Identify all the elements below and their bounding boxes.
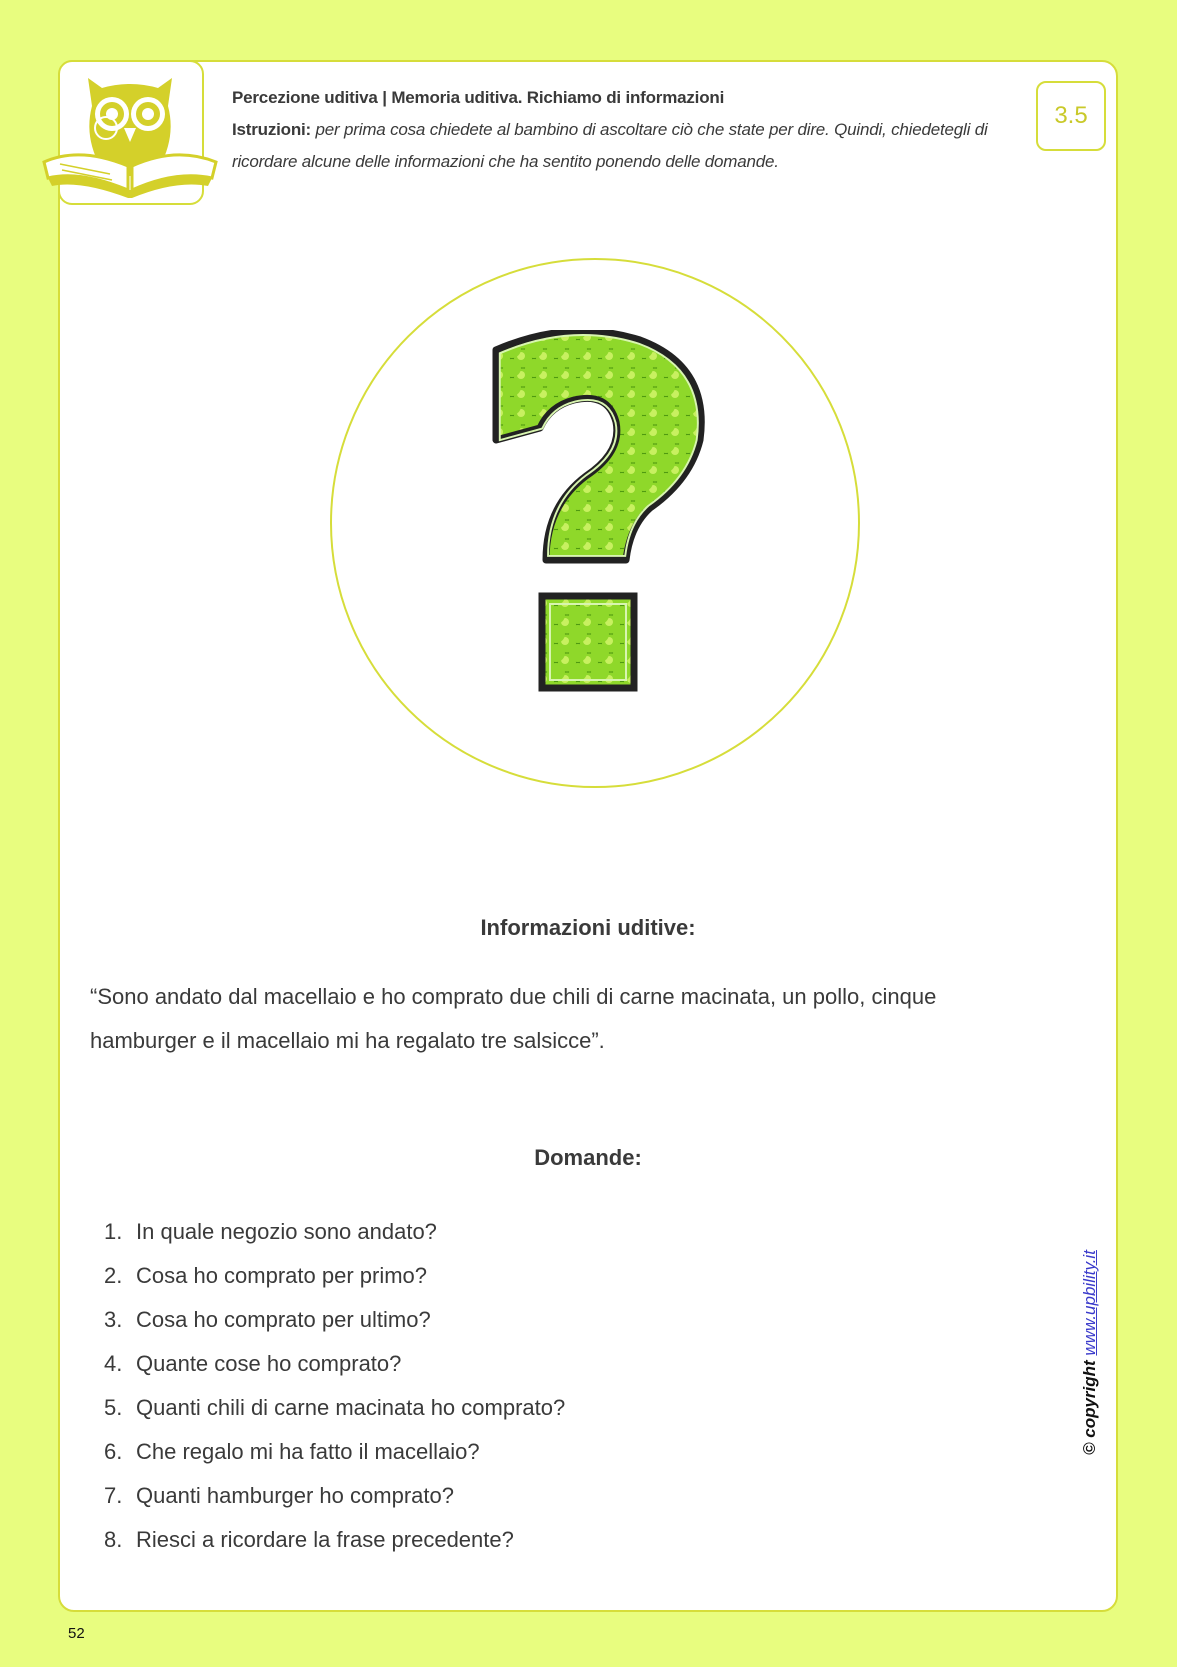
question-item: 4. Quante cose ho comprato?: [104, 1351, 402, 1376]
copyright-notice: [1080, 1250, 1100, 1455]
question-item: 3. Cosa ho comprato per ultimo?: [104, 1307, 431, 1332]
question-item: 1. In quale negozio sono andato?: [104, 1219, 437, 1244]
copyright-label: © copyright: [1080, 1360, 1099, 1455]
header-instructions: [232, 114, 1032, 178]
header-title: [232, 86, 1032, 110]
worksheet-header: [232, 86, 1032, 178]
question-item: 6. Che regalo mi ha fatto il macellaio?: [104, 1439, 480, 1464]
question-item: 2. Cosa ho comprato per primo?: [104, 1263, 428, 1288]
page-number: 52: [68, 1625, 85, 1642]
question-mark-icon: [490, 330, 720, 710]
instructions-text: per prima cosa chiedete al bambino di ascoltare ciò che state per dire. Quindi, chiedetegli di ricordare alcune delle informazioni che ha sentito ponendo delle domande.: [232, 120, 988, 171]
instructions-label: Istruzioni:: [232, 120, 312, 139]
exercise-code-badge: 3.5: [1036, 81, 1106, 151]
questions-list: [104, 1210, 565, 1562]
header-separator: |: [382, 88, 387, 107]
question-item: 7. Quanti hamburger ho comprato?: [104, 1483, 454, 1508]
question-item: 5. Quanti chili di carne macinata ho comprato?: [104, 1395, 566, 1420]
header-category: Percezione uditiva: [232, 88, 378, 107]
info-title: Informazioni uditive:: [480, 915, 696, 940]
header-subtitle: Memoria uditiva. Richiamo di informazioni: [391, 88, 725, 107]
question-item: 8. Riesci a ricordare la frase precedente?: [104, 1527, 514, 1552]
copyright-link[interactable]: www.upbility.it: [1080, 1250, 1099, 1356]
questions-title: Domande:: [534, 1145, 642, 1170]
owl-book-logo-icon: [40, 66, 220, 206]
info-text: “Sono andato dal macellaio e ho comprato due chili di carne macinata, un pollo, cinque hamburger e il macellaio mi ha regalato tre salsicce”.: [90, 984, 937, 1053]
